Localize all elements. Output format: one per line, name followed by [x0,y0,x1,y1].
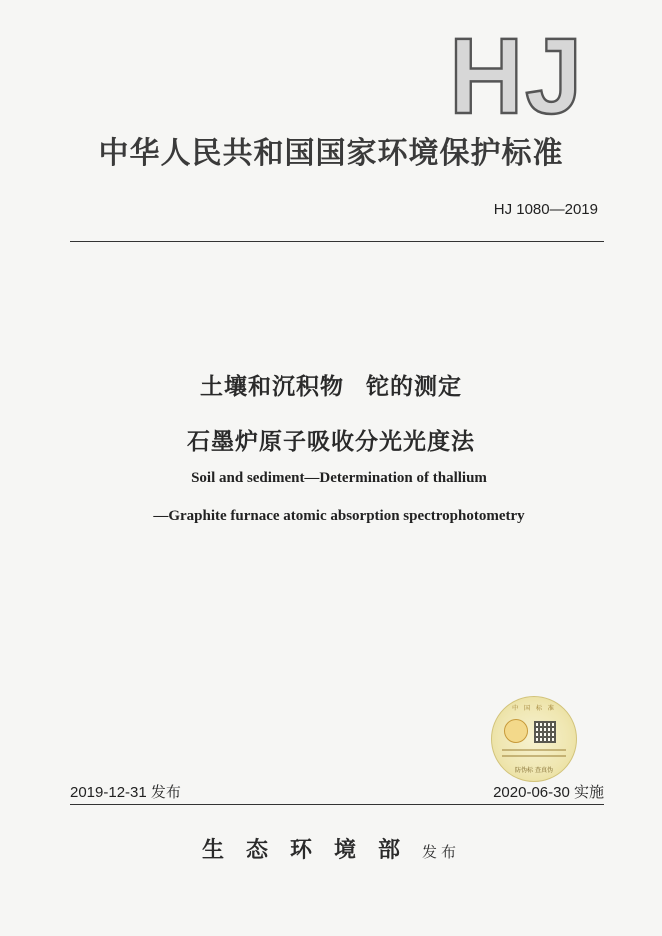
top-divider [70,241,604,242]
publisher-name: 生态环境部 [201,837,422,863]
title-cn-line1-part1: 土壤和沉积物 [200,374,344,400]
qr-code-icon [534,721,556,743]
seal-text-line [502,749,566,751]
org-title: 中华人民共和国国家环境保护标准 [98,136,564,171]
title-cn-line1 [0,368,662,401]
seal-caption: 防伪标 查真伪 [515,767,553,774]
standard-number: HJ 1080—2019 [493,201,598,218]
title-cn-line1-part2: 铊的测定 [366,374,462,400]
seal-arc-text: 中 国 标 准 [512,705,556,712]
publisher [0,833,662,864]
title-cn-line2: 石墨炉原子吸收分光光度法 [187,429,475,455]
bottom-divider [70,804,604,805]
anti-counterfeit-seal [491,696,577,782]
issue-date: 2019-12-31 发布 [70,784,181,801]
implementation-date: 2020-06-30 实施 [493,784,604,801]
publisher-suffix: 发布 [422,843,461,861]
seal-text-line [502,755,566,757]
title-en-line1: Soil and sediment—Determination of thallium [191,470,487,486]
hj-logo: HJ [449,15,584,136]
title-en-line2: —Graphite furnace atomic absorption spectrophotometry [153,508,525,524]
seal-emblem-icon [504,719,528,743]
